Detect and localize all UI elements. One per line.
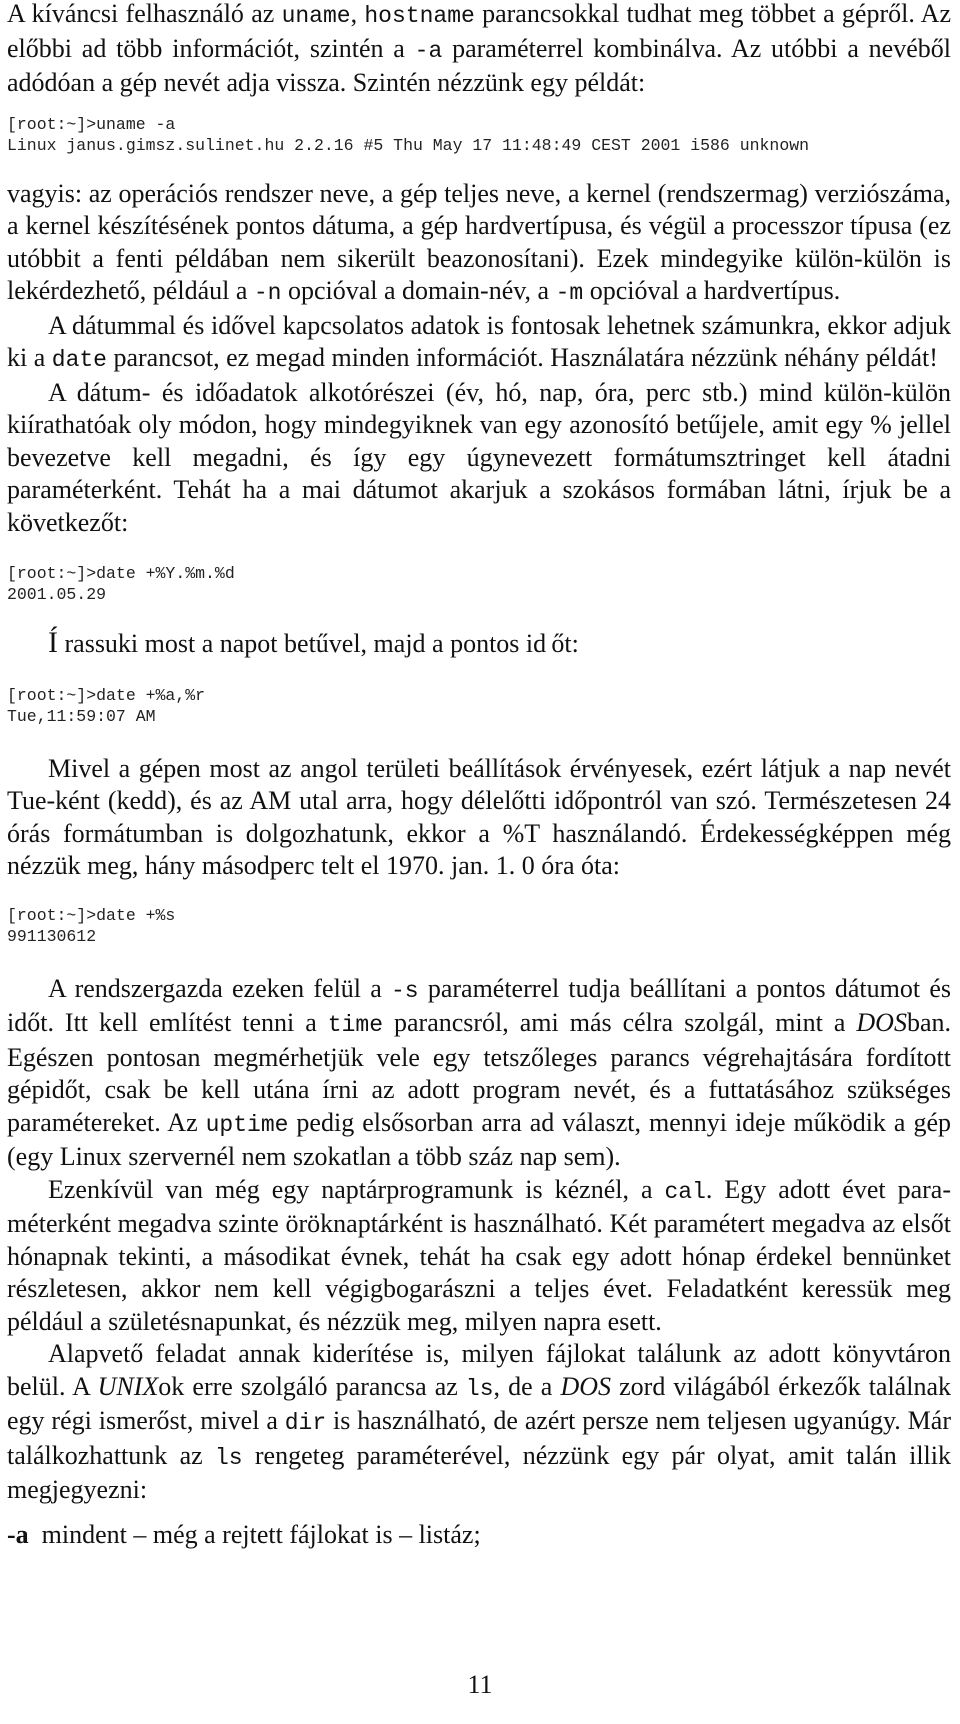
paragraph-uname-intro [7, 0, 951, 100]
paragraph-weekday-time [7, 627, 951, 661]
inline-code-hostname: hostname [364, 3, 475, 29]
paragraph-date-intro [7, 310, 951, 377]
code-block-uname: [root:~]>uname -a Linux janus.gimsz.sulinet.hu 2.2.16 #5 Thu May 17 11:48:49 CEST 2001 i586 unknown [7, 114, 810, 155]
paragraph-locale [7, 753, 951, 883]
inline-code-ls: ls [214, 1444, 243, 1471]
text-run: rassuki most a napot betűvel, majd a pontos id [58, 629, 547, 658]
inline-code-dir: dir [284, 1410, 327, 1436]
inline-code-time: time [327, 1012, 384, 1038]
inline-code-m-option: -m [555, 280, 584, 306]
text-run: . Egy adott évet paraméterként megadva szinte öröknaptárként is használható. Két paramétert megadva az elsőt hónapnak tekinti, a másodikat évnek, tehát ha csak egy adott hónap érdekel bennünket részletesen, akkor nem kell végigbogarászni a teljes évet. Feladatként keressük meg például a születésnapunkat, és nézzük meg, milyen napra esett. [7, 1174, 951, 1336]
code-block-date-weekday: [root:~]>date +%a,%r Tue,11:59:07 AM [7, 685, 206, 726]
text-run: opcióval a hardvertípus. [583, 276, 841, 305]
code-block-date-ymd: [root:~]>date +%Y.%m.%d 2001.05.29 [7, 564, 235, 604]
emphasis-dos: DOS [856, 1008, 907, 1037]
emphasis-unix: UNIX [97, 1371, 159, 1401]
code-block-date-epoch: [root:~]>date +%s 991130612 [7, 905, 176, 946]
text-run: parancsokkal tudhat meg többet a gépről. Az előbbi ad több információt, szintén a [7, 0, 951, 63]
text-run: vagyis: az operációs rendszer neve, a gép teljes neve, a kernel (rendszermag) verziószáma, a kernel készítésének pontos dátuma, a gép hardvertípusa, és végül a processzor típusa (ez utóbbit a fenti példában nem sikerült beazonosítani). Ezek mindegyike külön-külön is lekérdezhető, például a [7, 178, 951, 305]
text-run: Mivel a gépen most az angol területi beállítások érvényesek, ezért látjuk a nap nevét Tue-ként (kedd), és az AM utal arra, hogy délelőtti időpontról van szó. Természetesen 24 órás formátumban is dolgozhatunk, ekkor a %T használandó. Érdekességképpen még nézzük meg, hány másodperc telt el 1970. jan. 1. 0 óra óta: [7, 753, 951, 880]
text-run: Alapvető feladat annak kiderítése is, milyen fájlokat találunk az adott könyvtáron belül. A [7, 1339, 951, 1401]
inline-code-cal: cal [664, 1178, 706, 1205]
inline-code-uname: uname [281, 3, 351, 29]
text-column [7, 0, 951, 1551]
inline-code-uptime: uptime [205, 1111, 289, 1138]
paragraph-uname-explanation [7, 178, 951, 310]
inline-code-ls: ls [465, 1375, 494, 1402]
text-run: paraméterrel kombinálva. Az utóbbi a nevéből adódóan a gép nevét adja vissza. Szintén nézzünk egy példát: [7, 33, 951, 97]
text-run: Ezenkívül van még egy naptárprogramunk is kéznél, a [48, 1174, 665, 1204]
initial-letter: Í [48, 626, 58, 659]
text-run: ban. Egészen pontosan megmérhetjük vele egy tetszőleges parancs végrehajtására fordított gépidőt, csak be kell utána írni az adott program nevét, és a futtatásához szükséges paramétereket. Az [7, 1008, 951, 1137]
definition-item-a [7, 1519, 951, 1552]
definition-term: -a [7, 1519, 29, 1549]
inline-code-a-option: -a [414, 37, 443, 64]
emphasis-dos: DOS [560, 1371, 612, 1401]
text-run: pedig elsősorban arra ad választ, mennyi ideje működik a gép (egy Linux szervernél nem szokatlan a több száz nap sem). [7, 1107, 951, 1171]
inline-code-n-option: -n [253, 280, 282, 306]
paragraph-ls [7, 1338, 951, 1507]
text-run: paraméterrel tudja beállítani a pontos dátumot és időt. Itt kell említést tenni a [7, 973, 951, 1037]
inline-code-date: date [51, 347, 107, 373]
text-run: , de a [493, 1371, 561, 1401]
inline-code-s-option: -s [391, 977, 419, 1004]
paragraph-cal [7, 1174, 951, 1339]
text-run: A rendszergazda ezeken felül a [48, 973, 391, 1003]
text-run: parancsról, ami más célra szolgál, mint a [383, 1008, 857, 1037]
page-number: 11 [467, 1670, 493, 1699]
text-run: A dátummal és idővel kapcsolatos adatok is fontosak lehetnek számunkra, ekkor adjuk ki a [7, 310, 951, 372]
text-run: A dátum- és időadatok alkotórészei (év, hó, nap, óra, perc stb.) mind külön-külön kiírathatóak oly módon, hogy mindegyiknek van egy azonosító betűjele, amit egy % jellel bevezetve kell megadni, és így egy úgynevezett formátumsztringet kell átadni paraméterként. Tehát ha a mai dátumot akarjuk a szokásos formában látni, írjuk be a következőt: [7, 377, 951, 537]
text-run: parancsot, ez megad minden információt. Használatára nézzünk néhány példát! [106, 343, 938, 372]
text-run: opcióval a domain-név, a [281, 276, 556, 305]
paragraph-time-uptime [7, 973, 951, 1174]
definition-description: mindent – még a rejtett fájlokat is – listáz; [41, 1519, 481, 1549]
text-run: zord világából érkezők találnak egy régi ismerőst, mivel a [7, 1371, 951, 1435]
text-run: is használható, de azért persze nem teljesen ugyanúgy. Már találkozhattunk az [7, 1406, 951, 1470]
text-run: , [350, 0, 365, 28]
paragraph-date-format [7, 377, 951, 540]
text-run: rengeteg paraméterével, nézzünk egy pár olyat, amit talán illik megjegyezni: [7, 1440, 951, 1504]
text-run: ok erre szolgáló parancsa az [158, 1371, 466, 1401]
text-run: őt: [551, 629, 579, 658]
text-run: A kíváncsi felhasználó az [7, 0, 282, 28]
